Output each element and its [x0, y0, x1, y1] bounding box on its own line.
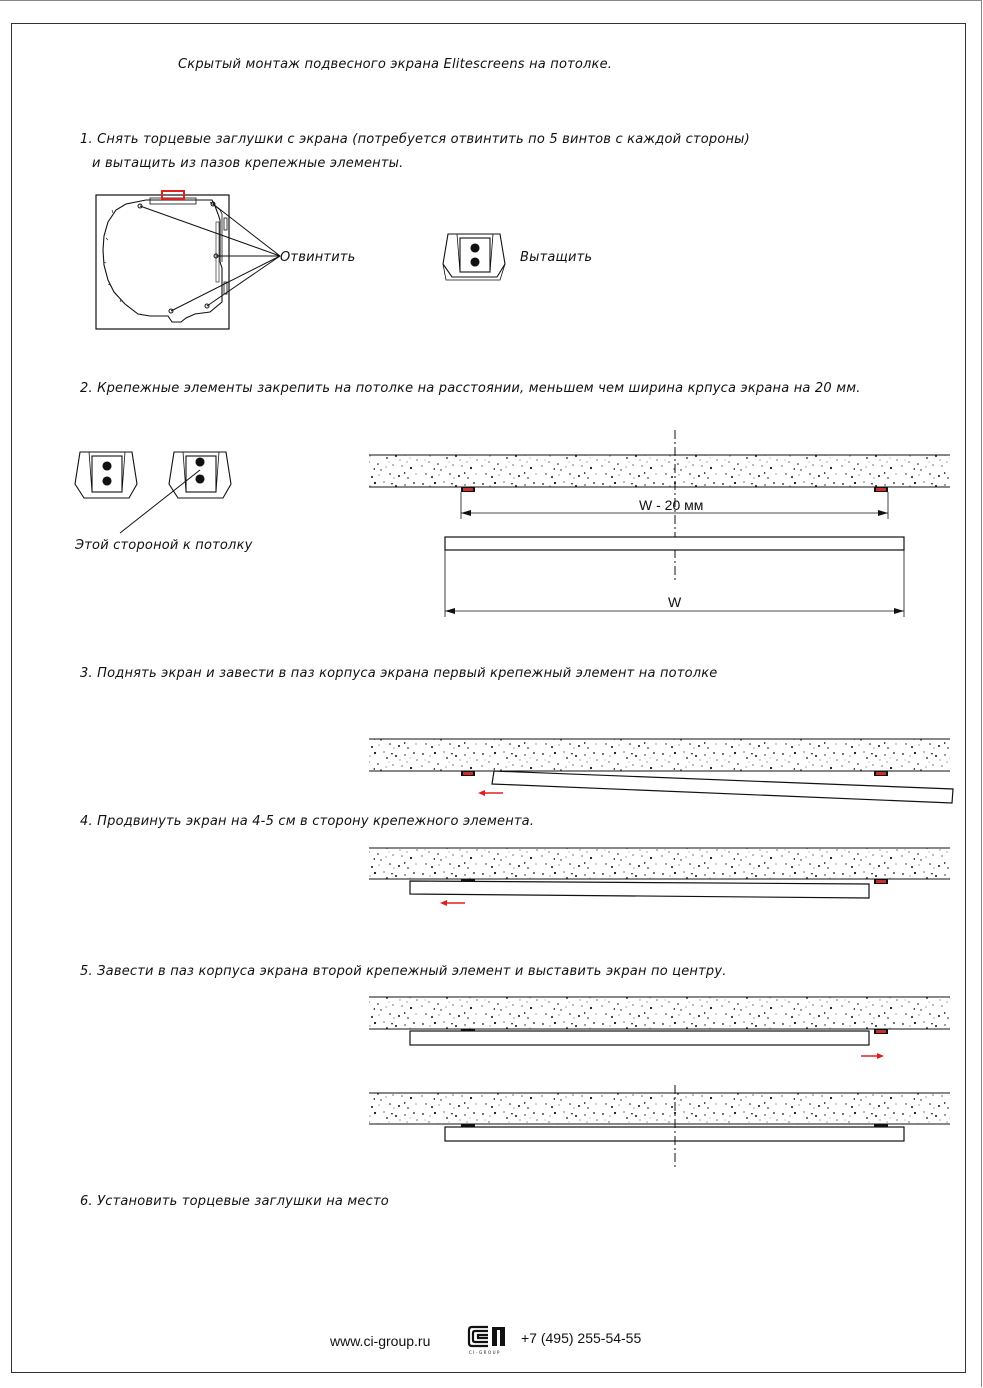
ceiling-side-label: Этой стороной к потолку [75, 538, 253, 553]
ceiling-diagram-step5a [369, 997, 950, 1059]
pull-out-label: Вытащить [520, 250, 593, 265]
unscrew-leader-lines [140, 204, 280, 311]
end-cap-drawing [96, 195, 229, 329]
dimension-w: W [668, 594, 682, 610]
phone-text: +7 (495) 255-54-55 [521, 1330, 642, 1346]
step-3-text: 3. Поднять экран и завести в паз корпуса экрана первый крепежный элемент на потолке [80, 666, 718, 681]
svg-text:CI-GROUP: CI-GROUP [469, 1350, 501, 1355]
step-4-text: 4. Продвинуть экран на 4-5 см в сторону крепежного элемента. [80, 814, 535, 829]
step-5-text: 5. Завести в паз корпуса экрана второй крепежный элемент и выставить экран по центру. [80, 964, 727, 979]
step-1-text: 1. Снять торцевые заглушки с экрана (потребуется отвинтить по 5 винтов с каждой стороны) [80, 132, 750, 147]
mounting-bracket-1 [443, 234, 505, 280]
ceiling-diagram-step3 [369, 739, 953, 803]
step-6-text: 6. Установить торцевые заглушки на место [80, 1194, 389, 1209]
mounting-bracket-3 [169, 452, 231, 498]
document-title: Скрытый монтаж подвесного экрана Elitescreens на потолке. [178, 57, 613, 72]
ceiling-diagram-step4 [369, 848, 950, 906]
mounting-bracket-2 [75, 452, 137, 498]
step-2-text: 2. Крепежные элементы закрепить на потолке на расстоянии, меньшем чем ширина крпуса экрана на 20 мм. [80, 381, 861, 396]
ceiling-diagram-step2 [369, 430, 950, 617]
dimension-w-minus-20: W - 20 мм [639, 497, 704, 513]
website-text: www.ci-group.ru [330, 1333, 431, 1349]
step-1-text-cont: и вытащить из пазов крепежные элементы. [92, 156, 404, 171]
ceiling-diagram-step5b [369, 1085, 950, 1170]
unscrew-label: Отвинтить [280, 250, 356, 265]
